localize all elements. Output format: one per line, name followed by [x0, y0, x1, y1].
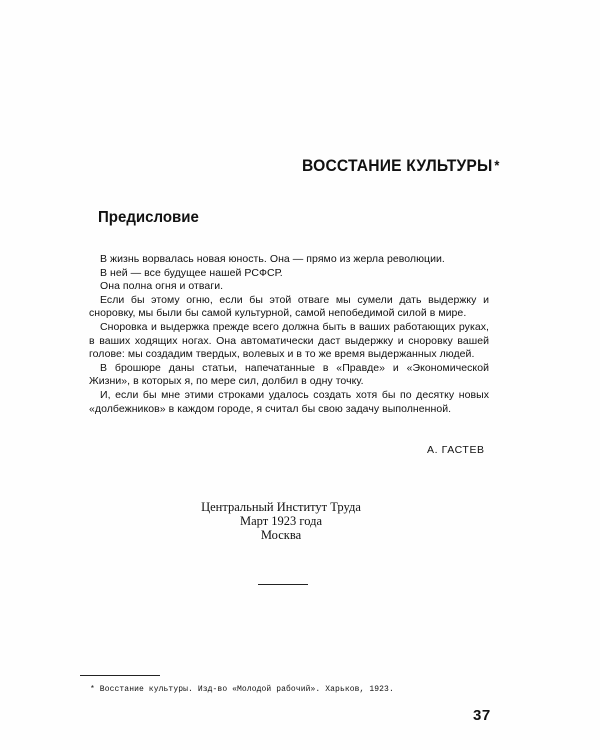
imprint-date: Март 1923 года	[239, 514, 323, 528]
paragraph: Она полна огня и отваги.	[100, 280, 224, 293]
footnote-mark: *	[494, 157, 500, 173]
paragraph: Сноровка и выдержка прежде всего должна быть в ваших работающих руках, в ваших ходящих ногах. Она автоматически даст выдержку и сноровку вашей голове: мы создадим твердых, волевых и в то же время выдержанных людей.	[89, 320, 489, 361]
preface-body	[89, 253, 489, 416]
paragraph: В жизнь ворвалась новая юность. Она — прямо из жерла революции.	[100, 253, 445, 265]
paragraph: В брошюре даны статьи, напечатанные в «Правде» и «Экономической Жизни», в которых я, по мере сил, долбил в одну точку.	[89, 361, 489, 388]
page-number: 37	[473, 707, 491, 724]
chapter-title	[302, 156, 500, 176]
chapter-title-text: ВОССТАНИЕ КУЛЬТУРЫ	[302, 156, 493, 175]
author-signature: А. ГАСТЕВ	[427, 444, 485, 456]
paragraph: В ней — все будущее нашей РСФСР.	[100, 266, 283, 279]
footnote: * Восстание культуры. Изд-во «Молодой рабочий». Харьков, 1923.	[90, 685, 394, 694]
paragraph: Если бы этому огню, если бы этой отваге мы сумели дать выдержку и сноровку, мы были бы самой культурной, самой непобедимой силой в мире.	[89, 293, 489, 320]
imprint-city: Москва	[260, 528, 302, 542]
paragraph: И, если бы мне этими строками удалось создать хотя бы по десятку новых «долбежников» в каждом городе, я считал бы свою задачу выполненной.	[89, 388, 489, 415]
imprint-block	[170, 500, 392, 542]
section-divider	[258, 584, 308, 585]
imprint-institute: Центральный Институт Труда	[201, 500, 361, 514]
footnote-divider	[80, 675, 160, 676]
section-heading: Предисловие	[98, 209, 199, 226]
